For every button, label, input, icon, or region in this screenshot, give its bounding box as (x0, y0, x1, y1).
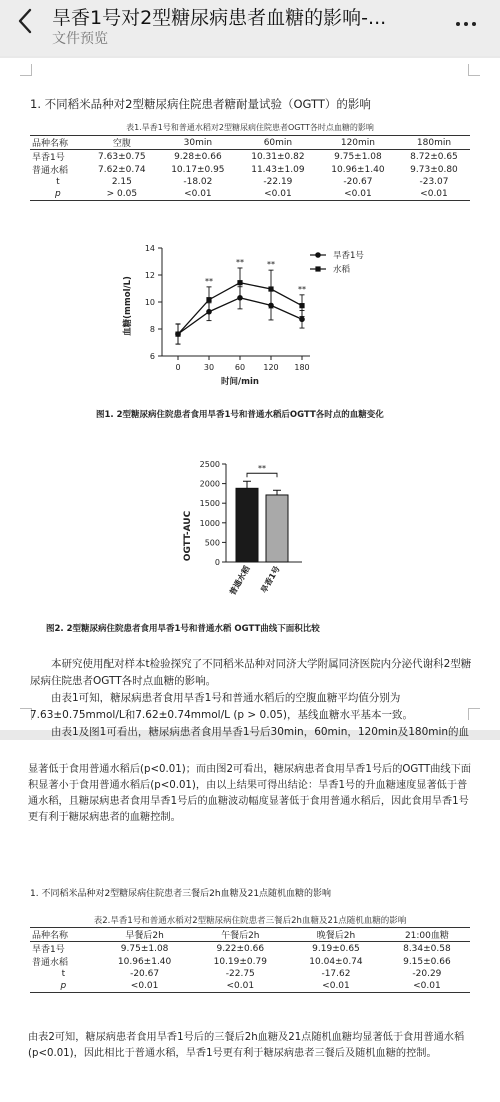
table-cell: p (30, 980, 97, 992)
table-cell: <0.01 (192, 980, 288, 992)
y-axis-label: 血糖(mmol/L) (123, 276, 133, 336)
figure-caption: 图1. 2型糖尿病住院患者食用旱香1号和普通水稻后OGTT各时点的血糖变化 (96, 410, 384, 420)
section-heading: 1. 不同稻米品种对2型糖尿病住院患者糖耐量试验（OGTT）的影响 (30, 97, 371, 111)
table-cell: 8.72±0.65 (410, 151, 458, 162)
postprandial-table (30, 927, 470, 993)
table-cell: 10.96±1.40 (117, 956, 172, 967)
table-cell: 7.63±0.75 (98, 151, 146, 162)
table-header-cell: 早餐后2h (97, 928, 193, 942)
table-caption: 表2.旱香1号和普通水稻对2型糖尿病住院患者三餐后2h血糖及21点随机血糖的影响 (93, 916, 407, 926)
significance-label: ** (267, 260, 275, 270)
table-cell: t (61, 969, 66, 979)
table-header-cell: 品种名称 (30, 136, 86, 150)
table-header-cell: 空腹 (86, 136, 158, 150)
table-row (30, 968, 470, 980)
significance-label: ** (298, 284, 306, 294)
table-header-row (30, 136, 470, 150)
data-point (206, 297, 211, 302)
table-row (30, 955, 470, 968)
data-point (268, 286, 273, 291)
table-cell: <0.01 (384, 980, 470, 992)
x-tick-label: 120 (263, 363, 279, 372)
table-row (30, 163, 470, 176)
y-tick-label: 0 (214, 558, 220, 567)
chevron-left-icon (14, 6, 36, 36)
table-cell: 普通水稻 (32, 958, 69, 968)
table-header-cell: 180min (398, 136, 470, 150)
y-tick-label: 12 (144, 271, 155, 280)
y-tick-label: 500 (204, 538, 220, 548)
y-tick-label: 14 (144, 244, 155, 253)
data-point (299, 316, 305, 322)
table-cell: 2.15 (111, 177, 132, 187)
document-title: 旱香1号对2型糖尿病患者血糖的影响-... (52, 7, 387, 29)
y-tick-label: 1000 (199, 518, 220, 528)
section-heading: 1. 不同稻米品种对2型糖尿病住院患者三餐后2h血糖及21点随机血糖的影响 (30, 889, 332, 899)
document-page-1 (0, 58, 500, 738)
bar (266, 495, 288, 562)
paragraph: 由表1及图1可看出，糖尿病患者食用旱香1号后30min，60min，120min及180min的血 (51, 726, 470, 738)
top-bar (0, 0, 500, 56)
paragraph: 由表2可知，糖尿病患者食用旱香1号后的三餐后2h血糖及21点随机血糖均显著低于食用普通水稻(p<0.01)，因此相比于普通水稻，旱香1号更有利于糖尿病患者三餐后及随机血糖的控制。 (28, 1032, 465, 1059)
body-text (28, 1030, 472, 1062)
table-cell: -22.19 (263, 177, 293, 187)
significance-bracket (247, 473, 277, 477)
table-cell: -22.75 (225, 969, 255, 979)
table-cell: 9.75±1.08 (334, 151, 382, 162)
table-cell: 旱香1号 (32, 945, 65, 955)
paragraph: 本研究使用配对样本t检验探究了不同稻米品种对同济大学附属同济医院内分泌代谢科2型糖尿病住院患者OGTT各时点血糖的影响。 (30, 658, 472, 687)
y-tick-label: 2500 (199, 460, 220, 469)
legend-label: 水稻 (333, 265, 351, 275)
table-cell: 9.28±0.66 (174, 151, 222, 162)
legend-marker (315, 266, 320, 271)
table-cell: 9.22±0.66 (216, 943, 265, 954)
y-tick-label: 2000 (199, 479, 220, 489)
table-header-cell: 21:00血糖 (384, 928, 470, 942)
y-tick-label: 1500 (199, 499, 220, 509)
table-cell: 普通水稻 (32, 166, 69, 176)
x-tick-label: 60 (234, 363, 246, 372)
significance-label: ** (258, 464, 266, 474)
table-cell: <0.01 (97, 980, 193, 992)
significance-label: ** (205, 276, 213, 286)
table-cell: 10.17±0.95 (171, 164, 225, 175)
table-cell: <0.01 (238, 188, 318, 200)
document-subtitle: 文件预览 (52, 31, 108, 47)
table-cell: 旱香1号 (32, 153, 65, 163)
table-row (30, 980, 470, 992)
table-cell: 9.75±1.08 (120, 943, 169, 954)
table-cell: 10.96±1.40 (331, 164, 385, 175)
table-cell: 9.15±0.66 (403, 956, 451, 967)
table-cell: -17.62 (321, 969, 351, 979)
table-header-row (30, 928, 470, 942)
document-page-2 (0, 740, 500, 1102)
y-tick-label: 6 (149, 352, 155, 361)
table-cell: p (30, 188, 86, 200)
ogtt-line-chart (110, 236, 410, 391)
x-tick-label: 0 (175, 363, 181, 372)
table-row (30, 150, 470, 164)
y-tick-label: 8 (149, 325, 155, 334)
table-cell: t (56, 177, 60, 187)
table-header-cell: 60min (238, 136, 318, 150)
ogtt-table (30, 135, 470, 201)
data-point (299, 303, 304, 308)
table-cell: -20.67 (343, 177, 373, 187)
table-cell: <0.01 (398, 188, 470, 200)
page-corner-mark (468, 64, 480, 76)
table-cell: <0.01 (158, 188, 238, 200)
ogtt-auc-bar-chart (180, 456, 330, 618)
table-cell: <0.01 (288, 980, 384, 992)
y-tick-label: 10 (144, 298, 155, 307)
table-cell: -20.67 (130, 969, 160, 979)
table-row (30, 942, 470, 956)
table-cell: 9.19±0.65 (312, 943, 360, 954)
x-tick-label: 旱香1号 (259, 564, 282, 595)
table-row (30, 176, 470, 188)
table-header-cell: 午餐后2h (192, 928, 288, 942)
table-cell: 9.73±0.80 (410, 164, 458, 175)
x-tick-label: 180 (294, 363, 310, 372)
back-button[interactable] (14, 6, 36, 36)
table-header-cell: 30min (158, 136, 238, 150)
table-header-cell: 品种名称 (30, 928, 97, 942)
table-cell: <0.01 (318, 188, 398, 200)
data-point (175, 332, 180, 337)
table-cell: > 0.05 (86, 188, 158, 200)
more-dots-icon (456, 22, 460, 26)
table-header-cell: 晚餐后2h (288, 928, 384, 942)
bar (236, 488, 258, 562)
page-corner-mark (20, 64, 32, 76)
legend-label: 旱香1号 (333, 251, 364, 261)
table-cell: 11.43±1.09 (251, 164, 305, 175)
x-tick-label: 普通水稻 (227, 564, 252, 597)
legend-marker (315, 252, 321, 258)
significance-label: ** (236, 257, 244, 267)
table-caption: 表1.旱香1号和普通水稻对2型糖尿病住院患者OGTT各时点血糖的影响 (126, 123, 374, 132)
table-row (30, 188, 470, 200)
data-point (237, 280, 242, 285)
x-axis-label: 时间/min (221, 377, 259, 387)
table-header-cell: 120min (318, 136, 398, 150)
table-cell: 10.04±0.74 (309, 956, 363, 967)
table-cell: 7.62±0.74 (98, 164, 146, 175)
table-cell: 10.31±0.82 (251, 151, 305, 162)
paragraph: 显著低于食用普通水稻后(p<0.01)；而由图2可看出，糖尿病患者食用旱香1号后的OGTT曲线下面积显著小于食用普通水稻后(p<0.01)，由以上结果可得出结论：旱香1号的升血糖速度显著低于普通水稻，且糖尿病患者食用旱香1号后的血糖波动幅度显著低于食用普通水稻后，因此食用旱香1号更有利于糖尿病患者的血糖控制。 (28, 764, 471, 823)
table-cell: 8.34±0.58 (403, 943, 451, 954)
table-cell: -18.02 (183, 177, 213, 187)
body-text (28, 762, 472, 826)
table-cell: -20.29 (412, 969, 442, 979)
paragraph: 由表1可知，糖尿病患者食用旱香1号和普通水稻后的空腹血糖平均值分别为7.63±0.75mmol/L和7.62±0.74mmol/L (p > 0.05)，基线血糖水平基本一致。 (30, 692, 414, 721)
x-tick-label: 30 (203, 363, 215, 372)
y-axis-label: OGTT-AUC (183, 510, 193, 562)
more-button[interactable] (454, 14, 478, 34)
table-cell: -23.07 (419, 177, 449, 187)
table-cell: 10.19±0.79 (213, 956, 267, 967)
figure-caption: 图2. 2型糖尿病住院患者食用旱香1号和普通水稻 OGTT曲线下面积比较 (46, 624, 320, 634)
